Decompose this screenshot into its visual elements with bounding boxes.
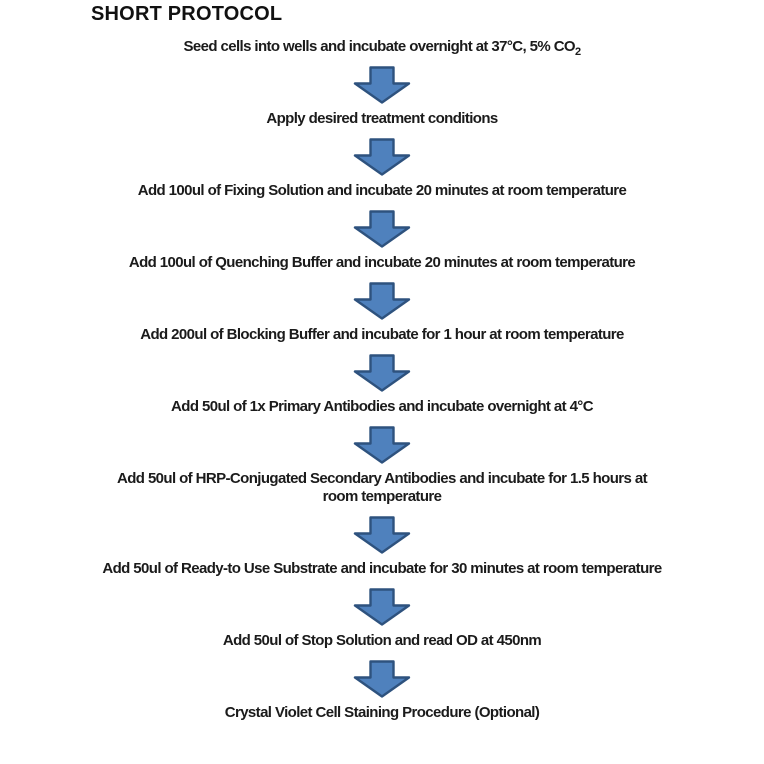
step-stop-solution: Add 50ul of Stop Solution and read OD at 450nm [222,632,542,649]
down-arrow-icon [353,210,411,248]
co2-subscript: 2 [575,46,581,58]
step-fixing-solution: Add 100ul of Fixing Solution and incubate 20 minutes at room temperature [137,182,627,199]
down-arrow-icon [353,66,411,104]
step-text: Seed cells into wells and incubate overnight at 37°C, 5% CO [183,38,575,55]
step-substrate: Add 50ul of Ready-to Use Substrate and incubate for 30 minutes at room temperature [102,560,662,577]
protocol-flow [0,38,764,722]
down-arrow-icon [353,282,411,320]
down-arrow-icon [353,426,411,464]
step-quenching-buffer: Add 100ul of Quenching Buffer and incubate 20 minutes at room temperature [128,254,636,271]
step-crystal-violet: Crystal Violet Cell Staining Procedure (Optional) [224,704,540,721]
step-apply-treatment: Apply desired treatment conditions [266,110,498,127]
step-seed-cells [183,38,580,56]
down-arrow-icon [353,138,411,176]
down-arrow-icon [353,516,411,554]
page-title: SHORT PROTOCOL [91,3,283,25]
step-blocking-buffer: Add 200ul of Blocking Buffer and incubate for 1 hour at room temperature [140,326,624,343]
down-arrow-icon [353,588,411,626]
step-secondary-antibodies: Add 50ul of HRP-Conjugated Secondary Antibodies and incubate for 1.5 hours at room temperature [117,470,647,505]
step-primary-antibodies: Add 50ul of 1x Primary Antibodies and incubate overnight at 4°C [171,398,593,415]
down-arrow-icon [353,660,411,698]
down-arrow-icon [353,354,411,392]
